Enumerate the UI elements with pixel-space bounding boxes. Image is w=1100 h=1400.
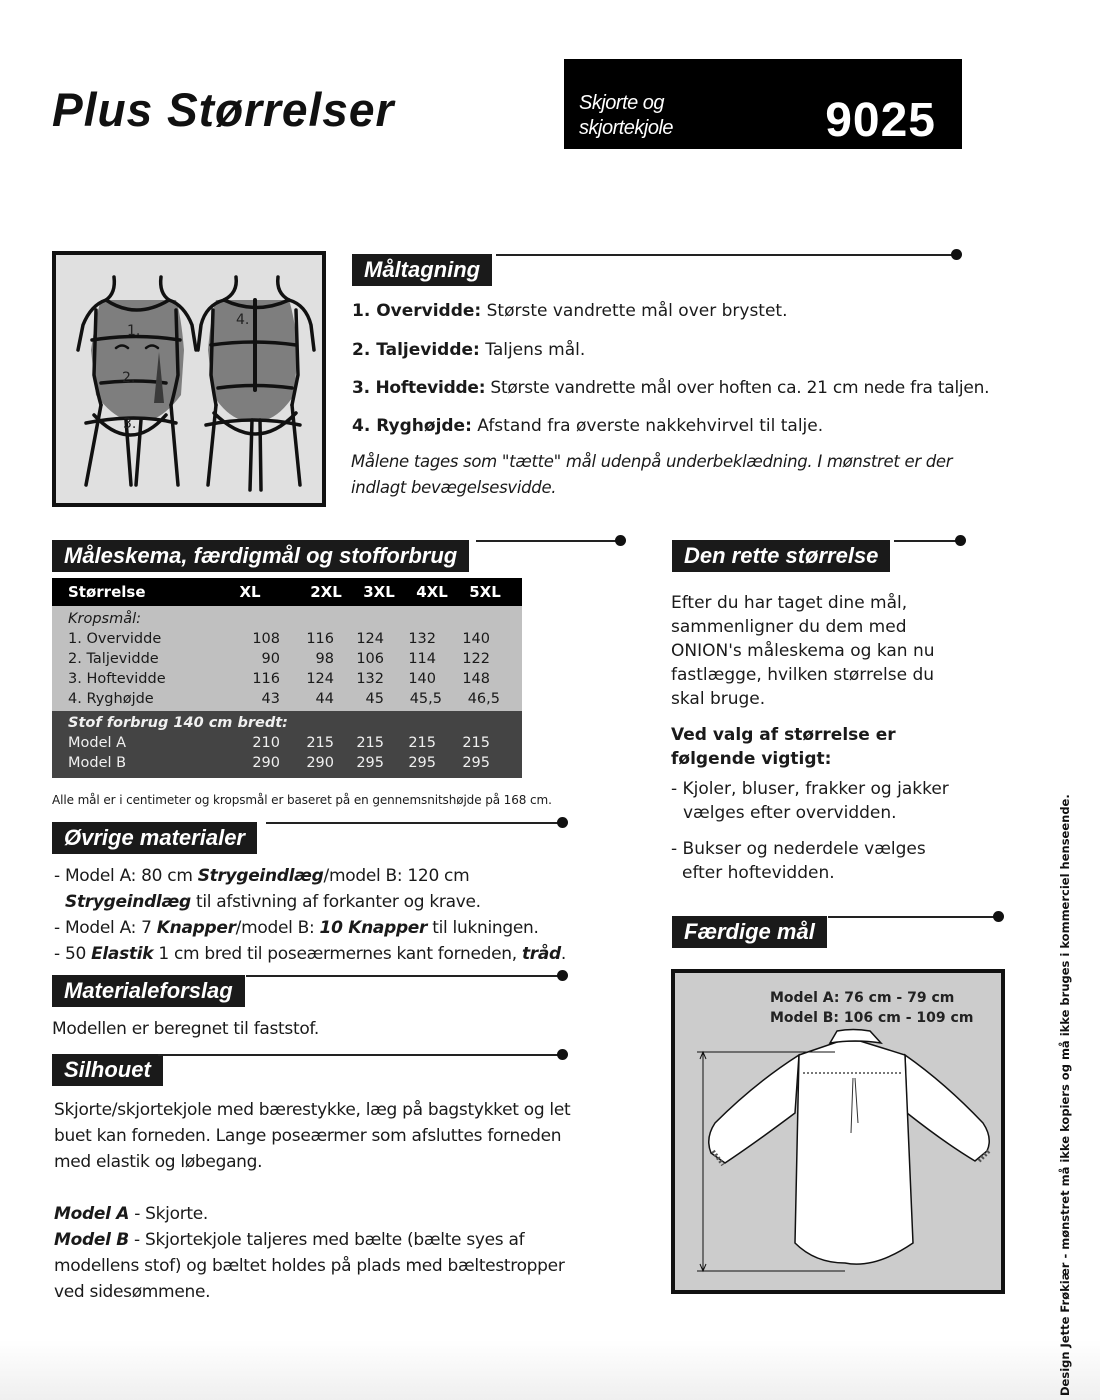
pattern-number: 9025 — [825, 94, 936, 147]
cell: 44 — [315, 691, 334, 707]
text: 1 cm bred til poseærmernes kant forneden, — [153, 944, 522, 964]
bullet-line: vælges efter overvidden. — [683, 803, 897, 823]
table-section-row — [52, 713, 522, 733]
section-title: Måleskema, færdigmål og stofforbrug — [52, 540, 469, 572]
cell: 45 — [365, 691, 384, 707]
model-b-length: Model B: 106 cm - 109 cm — [770, 1010, 974, 1026]
section-title: Færdige mål — [672, 916, 827, 948]
ovrige-line-4 — [54, 941, 566, 967]
cell: 210 — [252, 735, 280, 751]
note-line-2: indlagt bevægelsesvidde. — [351, 478, 557, 497]
silhouet-description — [54, 1097, 570, 1175]
measure-label-4: 4. — [236, 312, 250, 328]
emph: Knapper — [156, 918, 236, 938]
cell: 124 — [356, 631, 384, 647]
header-rule — [828, 916, 998, 918]
measure-label-2: 2. — [122, 370, 136, 386]
cell: 215 — [306, 735, 334, 751]
table-row — [52, 669, 522, 689]
para-line: fastlægge, hvilken størrelse du — [671, 665, 935, 685]
important-line: Ved valg af størrelse er — [671, 725, 896, 745]
desc: Største vandrette mål over hoften ca. 21 cm nede fra taljen. — [485, 378, 990, 398]
shirt-back-view — [709, 1030, 990, 1265]
model-label: Model A — [54, 1204, 130, 1224]
cell: 124 — [306, 671, 334, 687]
cell: 132 — [356, 671, 384, 687]
cell: 290 — [306, 755, 334, 771]
measure-item-4 — [352, 416, 823, 436]
text: ved sidesømmene. — [54, 1282, 211, 1302]
ovrige-list — [54, 863, 566, 967]
table-row — [52, 733, 522, 753]
para-line: sammenligner du dem med — [671, 617, 907, 637]
header-dot — [557, 1049, 568, 1060]
section-title: Den rette størrelse — [672, 540, 890, 572]
cell: 140 — [408, 671, 436, 687]
table-row — [52, 753, 522, 773]
text: /model B: — [235, 918, 320, 938]
silhouet-models — [54, 1201, 565, 1305]
emph: Strygeindlæg — [197, 866, 324, 886]
table-row — [52, 629, 522, 649]
text: - 50 — [54, 944, 92, 964]
desc-line: Skjorte/skjortekjole med bærestykke, læg på bagstykket og let — [54, 1100, 571, 1120]
bullet-line: efter hoftevidden. — [682, 863, 835, 883]
cell: 295 — [462, 755, 490, 771]
size-col: XL — [239, 583, 261, 601]
finished-measurements-figure — [671, 969, 1005, 1294]
body-measurement-figure — [52, 251, 326, 507]
pattern-title-box — [564, 59, 962, 149]
shirt-illustration — [675, 973, 1001, 1290]
cell: 45,5 — [409, 691, 442, 707]
den-rette-header — [672, 540, 966, 572]
den-rette-bullet-1 — [671, 777, 949, 825]
maaltagning-header — [352, 254, 962, 286]
measure-item-3 — [352, 378, 989, 398]
header-dot — [615, 535, 626, 546]
size-col: 2XL — [310, 583, 342, 601]
size-col: 5XL — [469, 583, 501, 601]
ovrige-line-2 — [54, 889, 566, 915]
emph: Strygeindlæg — [65, 892, 191, 912]
desc: Afstand fra øverste nakkehvirvel til talje. — [471, 416, 824, 436]
emph: Elastik — [91, 944, 154, 964]
section-title: Silhouet — [52, 1054, 163, 1086]
term: 3. Hoftevidde: — [352, 378, 486, 398]
header-dot — [557, 970, 568, 981]
model-label: Model B — [54, 1230, 129, 1250]
cell: 122 — [462, 651, 490, 667]
faerdige-header — [672, 916, 1004, 948]
ovrige-header — [52, 822, 566, 854]
den-rette-bullet-2 — [671, 837, 926, 885]
table-row — [52, 689, 522, 709]
header-dot — [993, 911, 1004, 922]
cell: 116 — [306, 631, 334, 647]
subtitle-line-2: skjortekjole — [579, 117, 674, 139]
desc-line: buet kan forneden. Lange poseærmer som afsluttes forneden — [54, 1126, 562, 1146]
desc-line: med elastik og løbegang. — [54, 1152, 263, 1172]
measure-label-3: 3. — [123, 416, 137, 432]
table-footnote: Alle mål er i centimeter og kropsmål er baseret på en gennemsnitshøjde på 168 cm. — [52, 793, 552, 807]
cell: 295 — [408, 755, 436, 771]
den-rette-important — [671, 723, 896, 771]
cell: 148 — [462, 671, 490, 687]
row-label: 4. Ryghøjde — [68, 691, 154, 707]
bullet-line: - Bukser og nederdele vælges — [671, 839, 926, 859]
para-line: Efter du har taget dine mål, — [671, 593, 908, 613]
size-table — [52, 578, 522, 778]
emph: tråd — [521, 944, 561, 964]
text: /model B: 120 cm — [323, 866, 470, 886]
header-rule — [476, 540, 620, 542]
cell: 140 — [462, 631, 490, 647]
note-line-1: Målene tages som "tætte" mål udenpå underbeklædning. I mønstret er der — [351, 452, 953, 471]
ovrige-line-3 — [54, 915, 566, 941]
text: til afstivning af forkanter og krave. — [190, 892, 481, 912]
cell: 106 — [356, 651, 384, 667]
model-a-line — [54, 1201, 565, 1227]
ovrige-line-1 — [54, 863, 566, 889]
text: - Model A: 80 cm — [54, 866, 198, 886]
text: - Model A: 7 — [54, 918, 157, 938]
term: 4. Ryghøjde: — [352, 416, 472, 436]
desc: Taljens mål. — [479, 340, 586, 360]
header-dot — [557, 817, 568, 828]
cell: 108 — [252, 631, 280, 647]
section-label: Stof forbrug 140 cm bredt: — [68, 715, 288, 731]
materialeforslag-text: Modellen er beregnet til faststof. — [52, 1019, 319, 1039]
text: modellens stof) og bæltet holdes på plads med bæltestropper — [54, 1256, 565, 1276]
section-title: Måltagning — [352, 254, 492, 286]
section-title: Øvrige materialer — [52, 822, 257, 854]
term: 1. Overvidde: — [352, 301, 482, 321]
materialeforslag-header — [52, 975, 566, 1007]
important-line: følgende vigtigt: — [671, 749, 832, 769]
header-rule — [894, 540, 960, 542]
row-label: Model A — [68, 735, 127, 751]
model-b-line — [54, 1227, 565, 1253]
cell: 116 — [252, 671, 280, 687]
header-rule — [246, 975, 562, 977]
header-dot — [955, 535, 966, 546]
cell: 132 — [408, 631, 436, 647]
body-measure-block — [52, 606, 522, 711]
size-header-label: Størrelse — [68, 583, 146, 601]
cell: 290 — [252, 755, 280, 771]
measure-note — [351, 449, 952, 501]
header-rule — [158, 1054, 562, 1056]
row-label: Model B — [68, 755, 127, 771]
measure-item-2 — [352, 340, 585, 360]
measure-label-1: 1. — [127, 323, 141, 339]
cell: 90 — [261, 651, 280, 667]
table-header-row — [52, 578, 522, 606]
cell: 215 — [356, 735, 384, 751]
text: til lukningen. — [427, 918, 539, 938]
maaleskema-header — [52, 540, 626, 572]
bullet-line: - Kjoler, bluser, frakker og jakker — [671, 779, 949, 799]
silhouet-header — [52, 1054, 566, 1086]
row-label: 3. Hoftevidde — [68, 671, 166, 687]
cell: 215 — [462, 735, 490, 751]
model-a-length: Model A: 76 cm - 79 cm — [770, 990, 955, 1006]
term: 2. Taljevidde: — [352, 340, 480, 360]
header-dot — [951, 249, 962, 260]
size-col: 3XL — [363, 583, 395, 601]
cell: 43 — [261, 691, 280, 707]
cell: 98 — [315, 651, 334, 667]
pattern-subtitle — [579, 91, 673, 141]
row-label: 1. Overvidde — [68, 631, 162, 647]
page-title: Plus Størrelser — [52, 83, 395, 136]
table-section-row — [52, 609, 522, 629]
text: . — [560, 944, 566, 964]
section-title: Materialeforslag — [52, 975, 245, 1007]
cell: 114 — [408, 651, 436, 667]
subtitle-line-1: Skjorte og — [579, 92, 665, 114]
cell: 215 — [408, 735, 436, 751]
section-label: Kropsmål: — [68, 611, 142, 627]
header-rule — [496, 254, 956, 256]
fabric-usage-block — [52, 711, 522, 778]
measure-item-1 — [352, 301, 788, 321]
text: - Skjorte. — [129, 1204, 209, 1224]
para-line: ONION's måleskema og kan nu — [671, 641, 935, 661]
cell: 46,5 — [467, 691, 500, 707]
desc: Største vandrette mål over brystet. — [481, 301, 788, 321]
row-label: 2. Taljevidde — [68, 651, 159, 667]
text: - Skjortekjole taljeres med bælte (bælte syes af — [128, 1230, 525, 1250]
body-figure-illustration — [56, 255, 322, 503]
den-rette-paragraph — [671, 591, 935, 711]
cell: 295 — [356, 755, 384, 771]
size-col: 4XL — [416, 583, 448, 601]
para-line: skal bruge. — [671, 689, 766, 709]
front-figure — [78, 277, 196, 485]
copyright-notice: Design Jette Frøkiær - mønstret må ikke kopiers og må ikke bruges i kommerciel henseende. — [1058, 794, 1072, 1396]
header-rule — [266, 822, 562, 824]
table-row — [52, 649, 522, 669]
back-figure — [198, 277, 314, 490]
emph: 10 Knapper — [319, 918, 428, 938]
